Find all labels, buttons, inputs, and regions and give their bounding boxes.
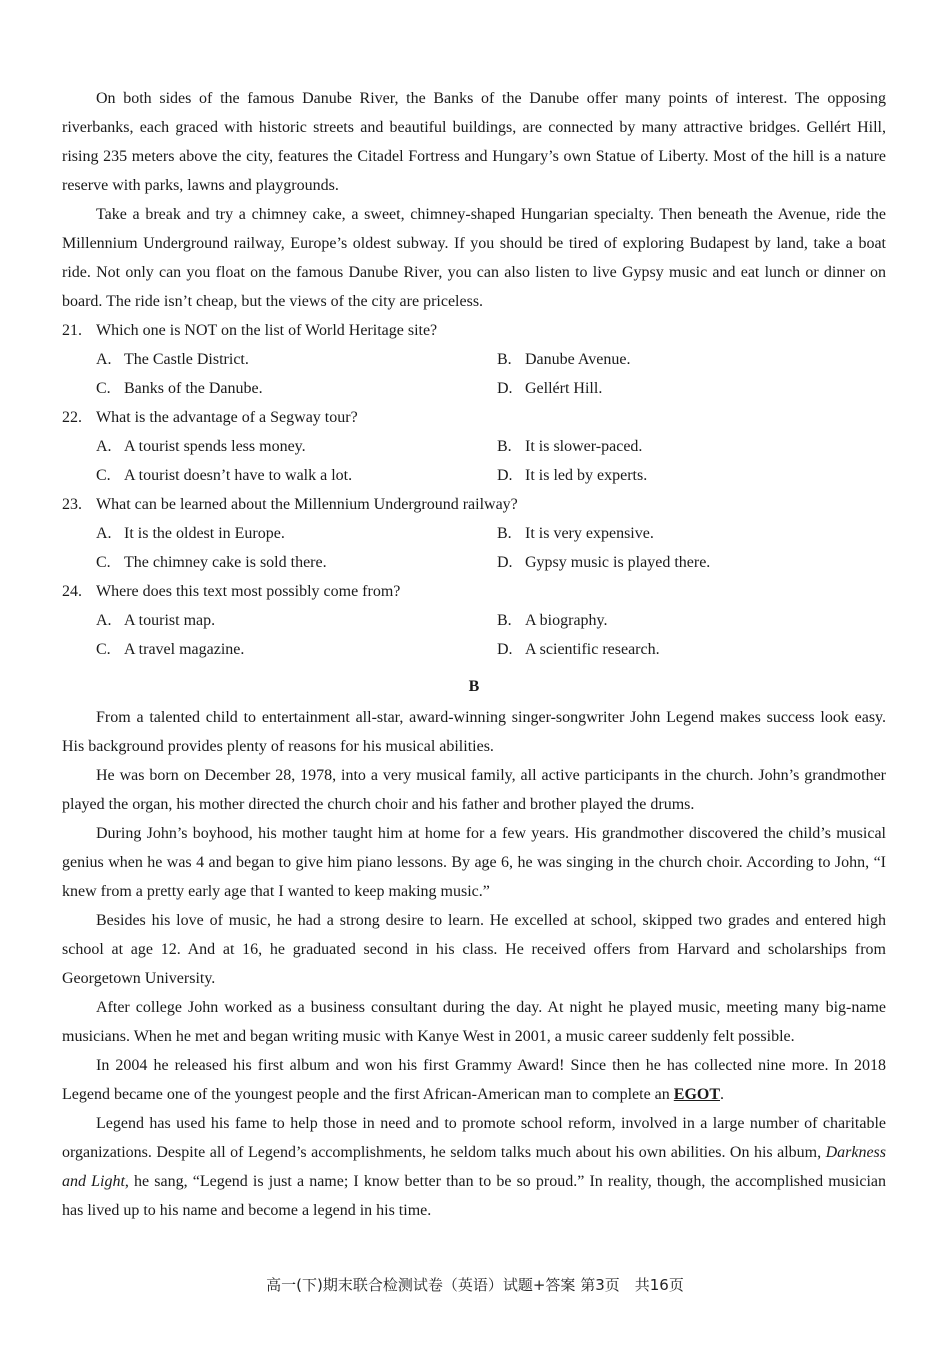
passage-b-paragraph-2: He was born on December 28, 1978, into a very musical family, all active participants in the church. John’s grandmother played the organ, his mother directed the church choir and his father and brother played the drums. (62, 767, 886, 813)
question-24 (62, 577, 886, 664)
question-number: 23. (62, 496, 82, 513)
question-22 (62, 403, 886, 490)
question-text: Where does this text most possibly come from? (96, 583, 401, 600)
passage-b-paragraph-1: From a talented child to entertainment all-star, award-winning singer-songwriter John Legend makes success look easy. His background provides plenty of reasons for his musical abilities. (62, 709, 886, 755)
question-options (62, 519, 886, 577)
question-21 (62, 316, 886, 403)
option-b[interactable]: B. A biography. (497, 612, 608, 629)
option-d[interactable]: D. It is led by experts. (497, 467, 648, 484)
passage-b-paragraph-4: Besides his love of music, he had a strong desire to learn. He excelled at school, skipped two grades and entered high school at age 12. And at 16, he graduated second in his class. He received offers from Harvard and scholarships from Georgetown University. (62, 912, 886, 987)
option-d[interactable]: D. Gellért Hill. (497, 380, 603, 397)
option-b[interactable]: B. It is very expensive. (497, 525, 654, 542)
egot-term: EGOT (673, 1086, 720, 1103)
passage-b-paragraph-5: After college John worked as a business consultant during the day. At night he played music, meeting many big-name musicians. When he met and began writing music with Kanye West in 2001, a music career suddenly felt possible. (62, 999, 886, 1045)
question-23 (62, 490, 886, 577)
option-c[interactable]: C. Banks of the Danube. (96, 380, 263, 397)
question-number: 22. (62, 409, 82, 426)
question-options (62, 606, 886, 664)
album-title: Darkness and Light (62, 1144, 886, 1190)
question-options (62, 432, 886, 490)
passage-b-paragraph-6: In 2004 he released his first album and won his first Grammy Award! Since then he has collected nine more. In 2018 Legend became one of the youngest people and the first African-American man to complete an EGOT. (62, 1057, 886, 1103)
option-a[interactable]: A. It is the oldest in Europe. (96, 525, 285, 542)
option-a[interactable]: A. The Castle District. (96, 351, 249, 368)
passage-a-paragraph-2: Take a break and try a chimney cake, a sweet, chimney-shaped Hungarian specialty. Then beneath the Avenue, ride the Millennium Underground railway, Europe’s oldest subway. If you should be tired of exploring Budapest by land, take a boat ride. Not only can you float on the famous Danube River, you can also listen to live Gypsy music and eat lunch or dinner on board. The ride isn’t cheap, but the views of the city are priceless. (62, 206, 886, 310)
question-text: What can be learned about the Millennium Underground railway? (96, 496, 518, 513)
option-b[interactable]: B. It is slower-paced. (497, 438, 643, 455)
option-c[interactable]: C. A travel magazine. (96, 641, 245, 658)
question-number: 21. (62, 322, 82, 339)
passage-b-paragraph-3: During John’s boyhood, his mother taught him at home for a few years. His grandmother discovered the child’s musical genius when he was 4 and began to give him piano lessons. By age 6, he was singing in the church choir. According to John, “I knew from a pretty early age that I wanted to keep making music.” (62, 825, 886, 900)
option-b[interactable]: B. Danube Avenue. (497, 351, 631, 368)
passage-b-paragraph-7: Legend has used his fame to help those in need and to promote school reform, involved in a large number of charitable organizations. Despite all of Legend’s accomplishments, he seldom talks much about his own abilities. On his album, Darkness and Light, he sang, “Legend is just a name; I know better than to be so proud.” In reality, though, the accomplished musician has lived up to his name and become a legend in his time. (62, 1115, 886, 1219)
question-options (62, 345, 886, 403)
passage-a-paragraph-1: On both sides of the famous Danube River, the Banks of the Danube offer many points of interest. The opposing riverbanks, each graced with historic streets and beautiful buildings, are connected by many attractive bridges. Gellért Hill, rising 235 meters above the city, features the Citadel Fortress and Hungary’s own Statue of Liberty. Most of the hill is a nature reserve with parks, lawns and playgrounds. (62, 90, 886, 194)
option-d[interactable]: D. A scientific research. (497, 641, 660, 658)
question-text: Which one is NOT on the list of World Heritage site? (96, 322, 438, 339)
option-a[interactable]: A. A tourist map. (96, 612, 216, 629)
option-c[interactable]: C. The chimney cake is sold there. (96, 554, 327, 571)
exam-page (62, 84, 886, 1225)
section-heading-b: B (468, 678, 480, 695)
option-a[interactable]: A. A tourist spends less money. (96, 438, 306, 455)
question-number: 24. (62, 583, 82, 600)
page-footer: 高一(下)期末联合检测试卷（英语）试题+答案 第3页 共16页 (266, 1276, 684, 1294)
option-c[interactable]: C. A tourist doesn’t have to walk a lot. (96, 467, 353, 484)
question-text: What is the advantage of a Segway tour? (96, 409, 358, 426)
option-d[interactable]: D. Gypsy music is played there. (497, 554, 711, 571)
